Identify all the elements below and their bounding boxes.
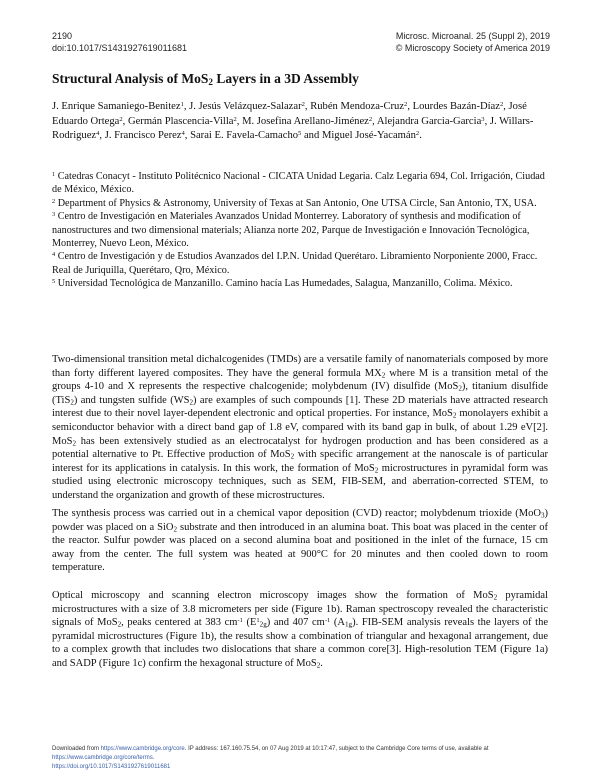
footer-core-link[interactable]: https://www.cambridge.org/core xyxy=(100,746,185,752)
affiliation-number: 3 xyxy=(52,211,56,219)
paragraph-text: ) powder was placed on a SiO xyxy=(52,508,548,533)
subscript: 2g xyxy=(259,620,267,629)
superscript: -1 xyxy=(237,617,243,625)
paragraph-synthesis xyxy=(52,507,548,575)
page-header-right xyxy=(396,30,550,54)
title-subscript: 2 xyxy=(208,76,213,87)
author-name: Miguel José-Yacamán xyxy=(321,130,416,142)
affiliation xyxy=(52,250,552,277)
author-and: and xyxy=(303,130,320,142)
subscript: 1g xyxy=(344,620,353,629)
author-affiliation-marker: 2 xyxy=(119,115,123,123)
author-affiliation-marker: 2 xyxy=(404,101,408,109)
page-number: 2190 xyxy=(52,31,73,41)
paragraph-text: ) are examples of such compounds [1]. These 2D materials have attracted research interest due to their novel layer-dependent electronic and optical properties. For instance, MoS xyxy=(52,394,548,420)
paragraph-text: ), titanium disulfide (TiS xyxy=(52,381,548,406)
footer-line-2 xyxy=(52,763,572,772)
subscript: 3 xyxy=(540,511,545,520)
subscript: 2 xyxy=(458,384,462,393)
author-name: M. Josefina Arellano-Jiménez xyxy=(242,115,369,127)
paragraph-text: Optical microscopy and scanning electron microscopy images show the formation of MoS xyxy=(52,590,494,601)
download-footer xyxy=(52,745,572,772)
subscript: 2 xyxy=(374,466,379,475)
affiliation xyxy=(52,210,552,250)
author-name: Rubén Mendoza-Cruz xyxy=(310,101,405,112)
author-name: José Eduardo Ortega xyxy=(52,101,527,127)
author-affiliation-marker: 4 xyxy=(96,130,100,138)
author-affiliation-marker: 5 xyxy=(298,130,302,138)
subscript: 2 xyxy=(290,452,295,461)
subscript: 2 xyxy=(316,661,321,670)
footer-text: . IP address: 167.160.75.54, on 07 Aug 2019 at 10:17:47, subject to the Cambridge Core terms of use, available at xyxy=(184,746,489,752)
author-affiliation-marker: 2 xyxy=(499,101,504,109)
paragraph-text: , peaks centered at 383 cm xyxy=(121,617,238,629)
superscript: -1 xyxy=(324,617,331,625)
author-name: J. Willars-Rodriguez xyxy=(52,115,534,142)
author-name: Germán Plascencia-Villa xyxy=(127,115,234,127)
author-name: J. Jesús Velázquez-Salazar xyxy=(189,101,302,112)
author-affiliation-marker: 2 xyxy=(301,101,305,109)
footer-text: Downloaded from xyxy=(52,746,101,752)
author-name: Sarai E. Favela-Camacho xyxy=(190,130,299,142)
affiliation-number: 2 xyxy=(52,197,56,205)
subscript: 2 xyxy=(493,593,498,602)
doi: doi:10.1017/S1431927619011681 xyxy=(52,43,187,53)
author-name: Alejandra Garcia-Garcia xyxy=(376,115,482,127)
affiliation-number: 1 xyxy=(52,171,56,179)
superscript: 1 xyxy=(256,617,260,625)
author-name: Lourdes Bazán-Díaz xyxy=(412,101,500,112)
paragraph-text: substrate and then introduced in an alumina boat. This boat was placed in the center of the reactor. Sulfur powder was placed on a second alumina boat and positioned in the inlet of the furnace, 15 cm away from the center. The full system was heated at 900°C for 20 minutes and then cooled down to room temperature. xyxy=(52,521,548,574)
paragraph-text: (E xyxy=(242,617,257,629)
paragraph-text: The synthesis process was carried out in a chemical vapor deposition (CVD) reactor; molybdenum trioxide (MoO xyxy=(52,508,541,519)
author-affiliation-marker: 2 xyxy=(233,115,237,123)
affiliation-number: 4 xyxy=(52,251,56,259)
footer-doi-link[interactable]: https://doi.org/10.1017/S1431927619011681 xyxy=(52,764,171,770)
paragraph-text: (A xyxy=(330,617,345,629)
subscript: 2 xyxy=(70,398,74,407)
footer-line-1 xyxy=(52,745,572,763)
footer-terms-link[interactable]: https://www.cambridge.org/core/terms xyxy=(52,755,153,761)
affiliation-list xyxy=(52,170,552,291)
paragraph-text: with specific arrangement at the nanoscale is of particular interest for its applications in catalysis. In this work, the formation of MoS xyxy=(52,449,548,474)
affiliation-text: Department of Physics & Astronomy, University of Texas at San Antonio, One UTSA Circle, San Antonio, TX, USA. xyxy=(57,197,537,209)
author-name: J. Francisco Perez xyxy=(104,130,182,142)
affiliation-text: Centro de Investigación en Materiales Avanzados Unidad Monterrey. Laboratory of synthesis and modification of nanostructures and two dimensional materials; Alianza norte 202, Parque de Investigación e Innovación Tecnológica, Monterrey, Nuevo Leon, México. xyxy=(52,211,530,250)
affiliation xyxy=(52,277,552,290)
title-text: Structural Analysis of MoS xyxy=(52,71,209,86)
footer-text: . xyxy=(152,755,155,761)
paragraph-text: monolayers exhibit a semiconductor behavior with a direct band gap of 1.8 eV, compared with its band gap in bulk, of about 1.29 eV[2]. MoS xyxy=(52,408,549,447)
subscript: 2 xyxy=(117,620,122,629)
subscript: 2 xyxy=(189,398,194,407)
author-affiliation-marker: 2 xyxy=(415,130,420,138)
affiliation xyxy=(52,170,552,197)
affiliation xyxy=(52,197,552,210)
subscript: 2 xyxy=(72,438,76,447)
affiliation-number: 5 xyxy=(52,278,56,286)
author-affiliation-marker: 3 xyxy=(481,115,485,123)
paragraph-text: ) and tungsten sulfide (WS xyxy=(73,394,190,406)
title-text-rest: Layers in a 3D Assembly xyxy=(212,71,359,86)
paragraph-text: ). FIB-SEM analysis reveals the layers of the pyramidal microstructures (Figure 1b), the results show a combination of triangular and hexagonal arrangement, due to a complex growth that includes two dislocations that share a common core[3]. High-resolution TEM (Figure 1a) and SADP (Figure 1c) confirm the hexagonal structure of MoS xyxy=(52,617,548,669)
paragraph-text: has been extensively studied as an electrocatalyst for hydrogen production and has been considered as a potential alternative to Pt. Effective production of MoS xyxy=(52,435,548,461)
author-name: J. Enrique Samaniego-Benitez xyxy=(52,101,181,112)
author-affiliation-marker: 4 xyxy=(181,130,185,138)
affiliation-text: Universidad Tecnológica de Manzanillo. Camino hacía Las Humedades, Salagua, Manzanillo, Colima. México. xyxy=(57,278,513,290)
subscript: 2 xyxy=(381,371,386,380)
paragraph-results xyxy=(52,589,548,671)
paragraph-text: . xyxy=(320,657,323,669)
journal-citation: Microsc. Microanal. 25 (Suppl 2), 2019 xyxy=(395,31,550,41)
paper-title xyxy=(52,71,359,87)
author-list: J. Enrique Samaniego-Benitez$^1$, J. Jesús Velázquez-Salazar$^2$, Rubén Mendoza-Cruz$^2$, Lourdes Bazán-Díaz$^2$, José Eduardo Ortega$^2$, Germán Plascencia-Villa$^2$, M. Josefina Arellano-Jiménez$^2$, Alejandra Garcia-Garcia$^3$, J. Willars-Rodriguez$^4$, J. Francisco Perez$^4$, Sarai E. Favela-Camacho$^5$ and Miguel José-Yacamán$^2$. xyxy=(52,101,534,142)
paragraph-text: Two-dimensional transition metal dichalcogenides (TMDs) are a versatile family of nanomaterials composed by more than forty different layered composites. They have the general formula MX xyxy=(52,354,548,379)
page-header-left xyxy=(52,30,187,54)
author-affiliation-marker: 1 xyxy=(180,101,184,109)
paragraph-text: where M is a transition metal of the groups 4-10 and X represents the respective chalcogenide; molybdenum (IV) disulfide (MoS xyxy=(52,367,548,393)
paragraph-text: ) and 407 cm xyxy=(266,617,325,629)
paragraph-introduction xyxy=(52,353,548,503)
copyright: © Microscopy Society of America 2019 xyxy=(395,43,550,53)
paragraph-text: pyramidal microstructures with a size of 3.8 micrometers per side (Figure 1b). Raman spectroscopy revealed the characteristic signals of MoS xyxy=(52,590,548,629)
affiliation-text: Catedras Conacyt - Instituto Politécnico Nacional - CICATA Unidad Legaria. Calz Legaria 694, Col. Irrigación, Ciudad de México, México. xyxy=(52,171,545,196)
author-affiliation-marker: 2 xyxy=(368,115,373,123)
affiliation-text: Centro de Investigación y de Estudios Avanzados del I.P.N. Unidad Querétaro. Libramiento Norponiente 2000, Fracc. Real de Juriquilla, Querétaro, Qro, México. xyxy=(52,251,538,276)
subscript: 2 xyxy=(173,525,178,534)
subscript: 2 xyxy=(452,411,457,420)
paragraph-text: microstructures in pyramidal form was studied using electronic microscopy techniques, such as SEM, FIB-SEM, and aberration-corrected STEM, to understand the organization and growth of these microstructures. xyxy=(52,462,549,501)
